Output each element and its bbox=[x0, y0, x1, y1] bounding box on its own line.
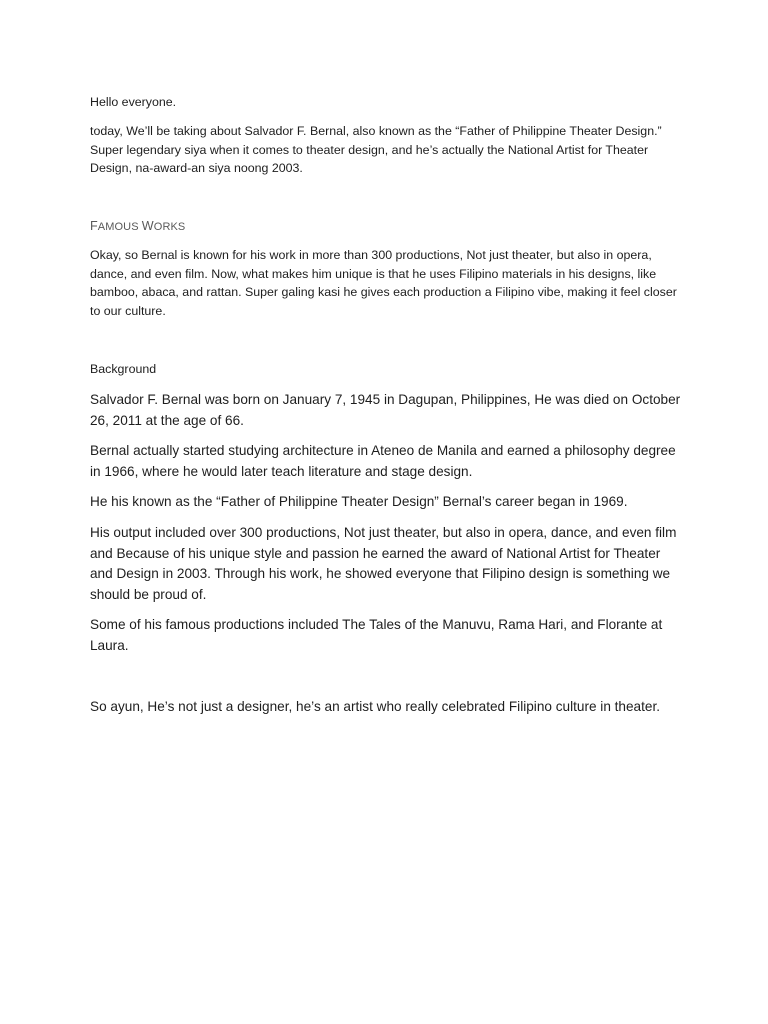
background-paragraph: He his known as the “Father of Philippine Theater Design” Bernal’s career began in 1969. bbox=[90, 494, 628, 509]
heading-rest: ORKS bbox=[153, 221, 186, 233]
famous-works-paragraph: Okay, so Bernal is known for his work in more than 300 productions, Not just theater, but also in opera, dance, and even film. Now, what makes him unique is that he uses Filipino materials in his designs, like bamboo, abaca, and rattan. Super galing kasi he gives each production a Filipino vibe, making it feel closer to our culture. bbox=[90, 248, 677, 318]
famous-works-heading bbox=[90, 219, 682, 233]
background-heading: Background bbox=[90, 362, 157, 376]
heading-rest: AMOUS bbox=[97, 221, 139, 233]
intro-paragraph: today, We’ll be taking about Salvador F. Bernal, also known as the “Father of Philippine Theater Design.” Super legendary siya when it comes to theater design, and he’s actually the National Artist for Theater Design, na-award-an siya noong 2003. bbox=[90, 124, 662, 175]
greeting-text: Hello everyone. bbox=[90, 95, 177, 109]
background-paragraph: Some of his famous productions included The Tales of the Manuvu, Rama Hari, and Florante at Laura. bbox=[90, 617, 663, 653]
background-paragraph: Bernal actually started studying architecture in Ateneo de Manila and earned a philosophy degree in 1966, where he would later teach literature and stage design. bbox=[90, 443, 676, 479]
heading-initial: W bbox=[141, 219, 154, 233]
background-paragraph: Salvador F. Bernal was born on January 7, 1945 in Dagupan, Philippines, He was died on October 26, 2011 at the age of 66. bbox=[90, 392, 681, 428]
heading-initial: F bbox=[90, 219, 98, 233]
background-paragraph: His output included over 300 productions, Not just theater, but also in opera, dance, and even film and Because of his unique style and passion he earned the award of National Artist for Theater and Design in 2003. Through his work, he showed everyone that Filipino design is something we should be proud of. bbox=[90, 525, 677, 602]
closing-paragraph: So ayun, He’s not just a designer, he’s an artist who really celebrated Filipino culture in theater. bbox=[90, 699, 661, 714]
